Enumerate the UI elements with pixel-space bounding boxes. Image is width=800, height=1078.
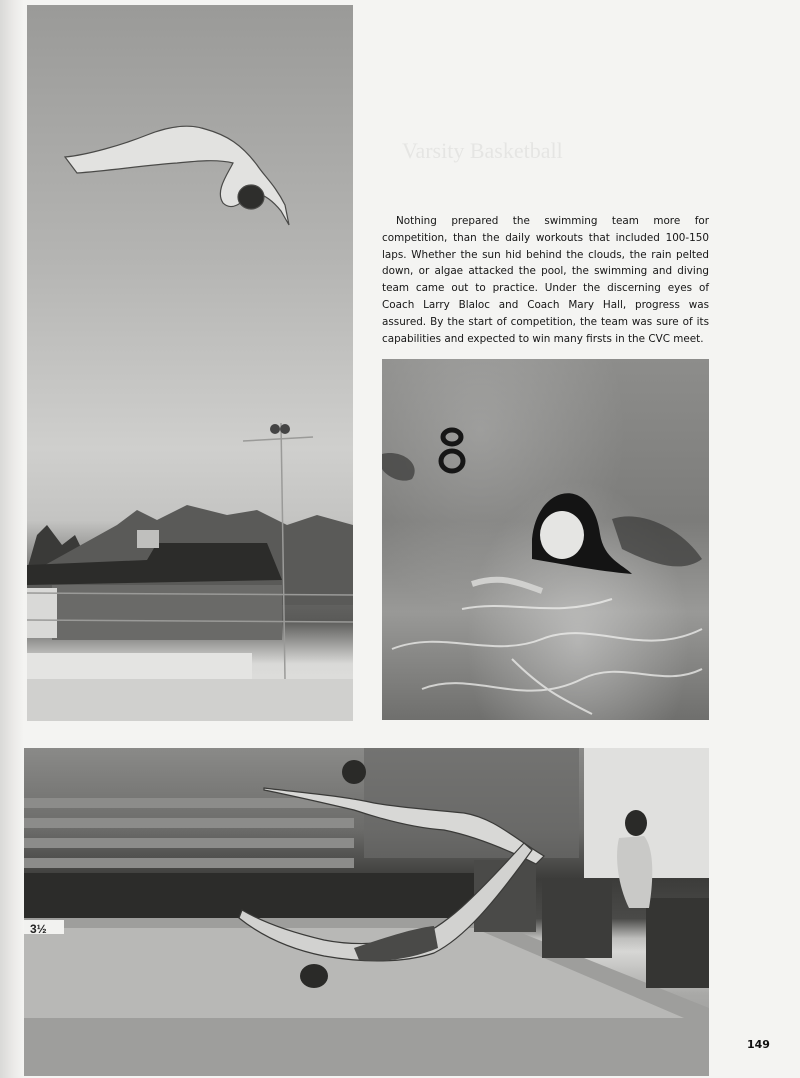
photo-swimmer [382,359,709,720]
page-gutter [0,0,24,1078]
page-number: 149 [747,1038,770,1051]
photo-pool-divers [24,748,709,1076]
show-through-heading: Varsity Basketball [402,138,563,163]
caption-paragraph: Nothing prepared the swimming team more for competition, than the daily workouts that included 100-150 laps. Whether the sun hid behind the clouds, the rain pelted down, or algae attacked the pool, the swimming and diving team came out to practice. Under the discerning eyes of Coach Larry Blaloc and Coach Mary Hall, progress was assured. By the start of competition, the team was sure of its capabilities and expected to win many firsts in the CVC meet. [382,215,709,345]
lane-marker: 3½ [30,922,47,936]
photo-diver-sky [27,5,353,721]
